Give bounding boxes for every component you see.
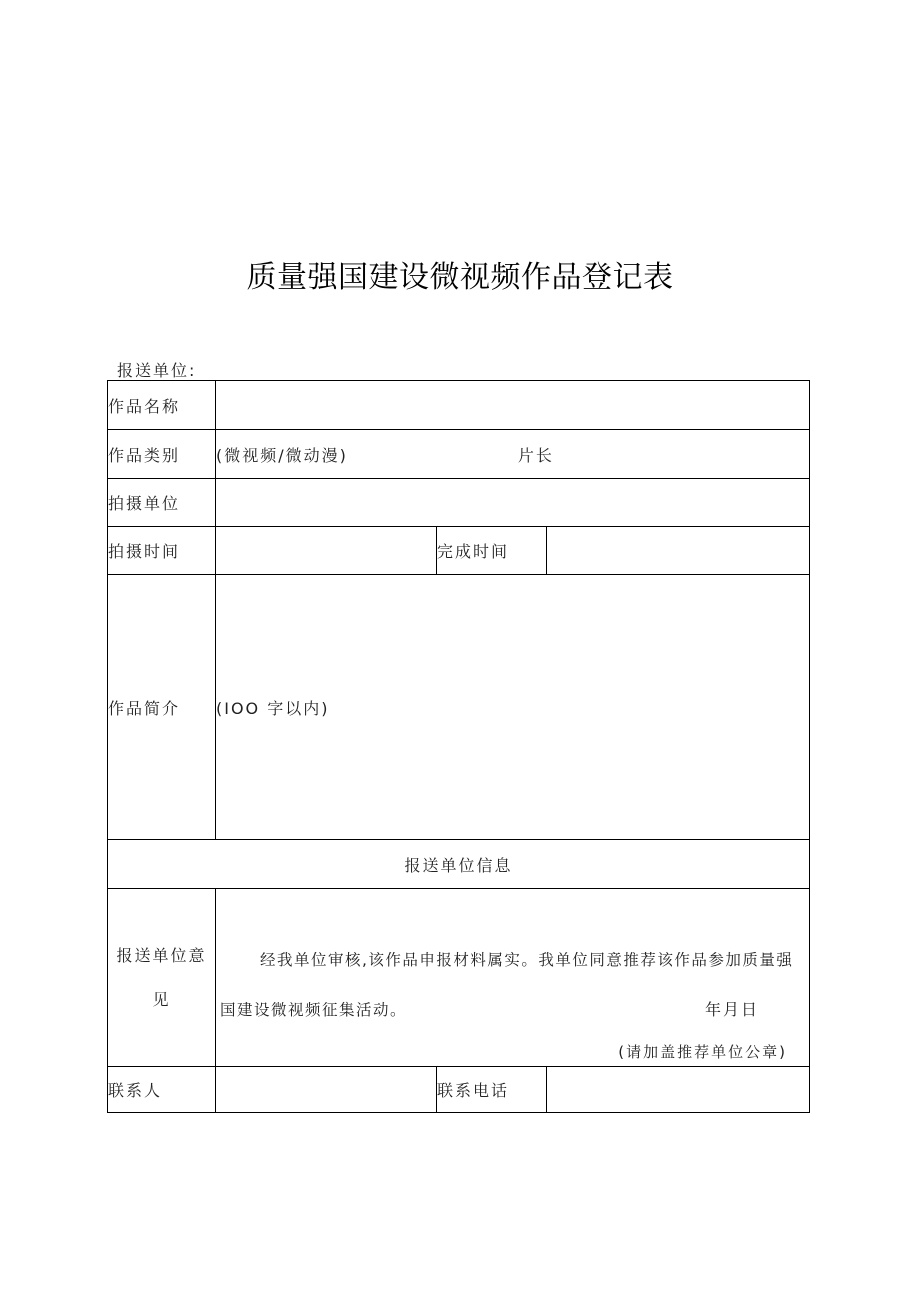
submitting-unit-label: 报送单位:: [117, 361, 197, 380]
row-category: [108, 430, 810, 479]
contact-field[interactable]: [216, 1067, 437, 1113]
shooting-time-field[interactable]: [216, 527, 437, 575]
shooting-time-label: 拍摄时间: [108, 527, 216, 575]
shooting-unit-field[interactable]: [216, 479, 810, 527]
row-section-header: [108, 840, 810, 889]
completion-time-label: 完成时间: [437, 527, 547, 575]
row-work-name: [108, 381, 810, 430]
row-opinion: [108, 889, 810, 1067]
opinion-text: 经我单位审核,该作品申报材料属实。我单位同意推荐该作品参加质量强国建设微视频征集活动。: [220, 950, 794, 1019]
completion-time-field[interactable]: [547, 527, 810, 575]
contact-label: 联系人: [108, 1067, 216, 1113]
opinion-label: [108, 889, 216, 1067]
category-hint: (微视频/微动漫): [216, 445, 348, 465]
row-contact: [108, 1067, 810, 1113]
category-label: 作品类别: [108, 430, 216, 479]
intro-label: 作品简介: [108, 575, 216, 840]
shooting-unit-label: 拍摄单位: [108, 479, 216, 527]
page-title: 质量强国建设微视频作品登记表: [246, 260, 674, 295]
work-name-field[interactable]: [216, 381, 810, 430]
row-shooting-unit: [108, 479, 810, 527]
intro-field[interactable]: [216, 575, 810, 840]
length-label: 片长: [517, 445, 554, 465]
category-field[interactable]: [216, 430, 810, 479]
opinion-date: 年月日: [705, 1000, 760, 1019]
phone-label: 联系电话: [437, 1067, 547, 1113]
opinion-label-line1: 报送单位意: [116, 945, 207, 965]
opinion-label-line2: 见: [152, 989, 171, 1009]
row-shooting-time: [108, 527, 810, 575]
registration-form-table: [107, 380, 810, 1113]
opinion-field: [216, 889, 810, 1067]
section-header-submitting-unit-info: 报送单位信息: [108, 840, 810, 889]
row-intro: [108, 575, 810, 840]
work-name-label: 作品名称: [108, 381, 216, 430]
phone-field[interactable]: [547, 1067, 810, 1113]
opinion-seal-note: (请加盖推荐单位公章): [618, 1043, 788, 1061]
intro-hint: (IOO 字以内): [216, 698, 330, 718]
